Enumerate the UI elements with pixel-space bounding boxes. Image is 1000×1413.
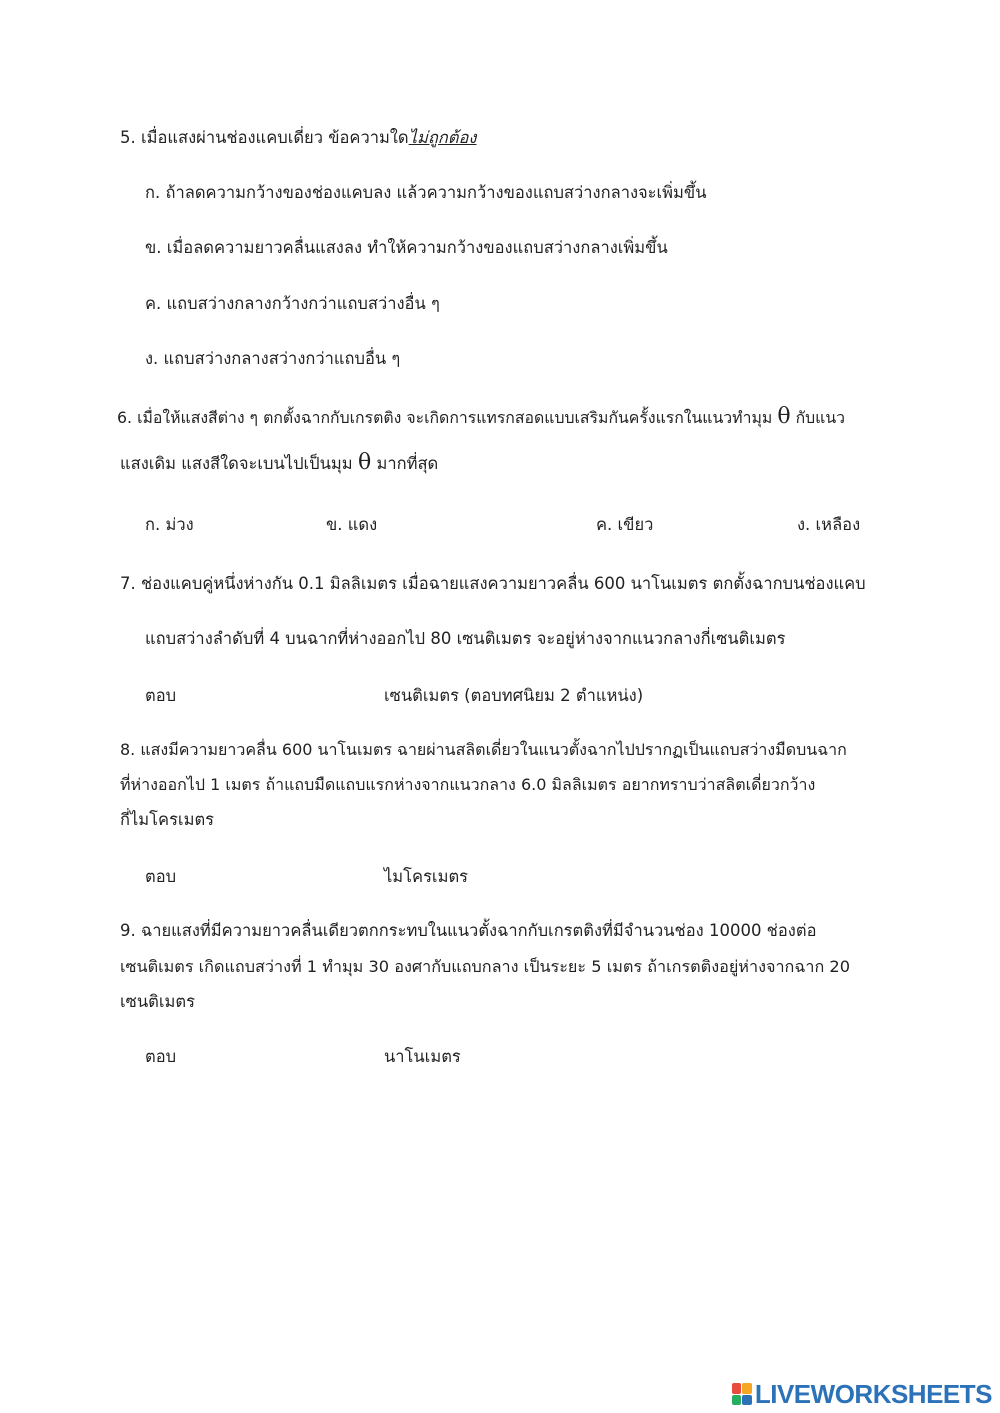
q5-choice-a: ก. ถ้าลดความกว้างของช่องแคบลง แล้วความกว้างของแถบสว่างกลางจะเพิ่มขึ้น — [145, 183, 707, 202]
q6-choice-a: ก. ม่วง — [145, 515, 194, 534]
q7-answer-label: ตอบ — [145, 686, 177, 705]
q6-line2 — [120, 452, 438, 476]
q8-line1: 8. แสงมีความยาวคลื่น 600 นาโนเมตร ฉายผ่านสลิตเดี่ยวในแนวตั้งฉากไปปรากฏเป็นแถบสว่างมืดบนฉาก — [120, 740, 847, 759]
q8-line3: กี่ไมโครเมตร — [120, 810, 215, 829]
q9-line3: เซนติเมตร — [120, 992, 195, 1011]
q5-choice-c: ค. แถบสว่างกลางกว้างกว่าแถบสว่างอื่น ๆ — [145, 294, 440, 313]
q6-choice-b: ข. แดง — [326, 515, 378, 534]
q9-line1: 9. ฉายแสงที่มีความยาวคลื่นเดียวตกกระทบในแนวตั้งฉากกับเกรตติงที่มีจำนวนช่อง 10000 ช่องต่อ — [120, 921, 817, 940]
liveworksheets-logo — [732, 1380, 992, 1408]
q9-answer-unit: นาโนเมตร — [384, 1047, 461, 1066]
q7-line1: 7. ช่องแคบคู่หนึ่งห่างกัน 0.1 มิลลิเมตร เมื่อฉายแสงความยาวคลื่น 600 นาโนเมตร ตกตั้งฉากบนช่องแคบ — [120, 574, 866, 593]
q5-stem — [120, 126, 476, 150]
q8-answer-unit: ไมโครเมตร — [384, 867, 469, 886]
q5-stem-emphasis: ไม่ถูกต้อง — [408, 128, 477, 147]
q6-line2-b: มากที่สุด — [376, 454, 439, 473]
liveworksheets-logo-icon — [732, 1383, 752, 1405]
q7-line2: แถบสว่างลำดับที่ 4 บนฉากที่ห่างออกไป 80 เซนติเมตร จะอยู่ห่างจากแนวกลางกี่เซนติเมตร — [145, 629, 786, 648]
q6-line1-a: 6. เมื่อให้แสงสีต่าง ๆ ตกตั้งฉากกับเกรตติง จะเกิดการแทรกสอดแบบเสริมกันครั้งแรกในแนวทำมุม — [117, 408, 773, 427]
q7-answer-input[interactable] — [200, 680, 370, 708]
q6-choice-c: ค. เขียว — [596, 515, 654, 534]
q5-choice-b: ข. เมื่อลดความยาวคลื่นแสงลง ทำให้ความกว้างของแถบสว่างกลางเพิ่มขึ้น — [145, 238, 668, 257]
q6-line2-a: แสงเดิม แสงสีใดจะเบนไปเป็นมุม — [120, 454, 353, 473]
q6-choice-d: ง. เหลือง — [797, 515, 861, 534]
q8-answer-label: ตอบ — [145, 867, 177, 886]
q5-stem-text: 5. เมื่อแสงผ่านช่องแคบเดี่ยว ข้อความใด — [120, 128, 409, 147]
q6-line1 — [117, 406, 845, 430]
q8-line2: ที่ห่างออกไป 1 เมตร ถ้าแถบมืดแถบแรกห่างจากแนวกลาง 6.0 มิลลิเมตร อยากทราบว่าสลิตเดี่ยวกว้าง — [120, 775, 816, 794]
q5-choice-d: ง. แถบสว่างกลางสว่างกว่าแถบอื่น ๆ — [145, 349, 401, 368]
q8-answer-input[interactable] — [200, 861, 370, 889]
q6-theta-2: θ — [357, 450, 372, 475]
liveworksheets-logo-text: LIVEWORKSHEETS — [754, 1379, 992, 1409]
q9-answer-input[interactable] — [200, 1041, 370, 1069]
q9-answer-label: ตอบ — [145, 1047, 177, 1066]
q7-answer-unit: เซนติเมตร (ตอบทศนิยม 2 ตำแหน่ง) — [384, 686, 644, 705]
q9-line2: เซนติเมตร เกิดแถบสว่างที่ 1 ทำมุม 30 องศากับแถบกลาง เป็นระยะ 5 เมตร ถ้าเกรตติงอยู่ห่างจากฉาก 20 — [120, 957, 851, 976]
q6-line1-b: กับแนว — [795, 408, 846, 427]
q6-theta-1: θ — [777, 404, 791, 429]
